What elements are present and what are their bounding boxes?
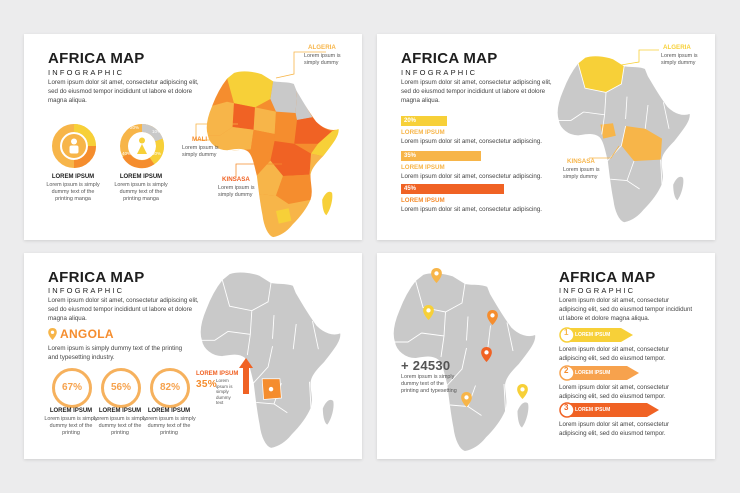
intro-paragraph: Lorem ipsum dolor sit amet, consectetur adipiscing elit, sed do eiusmod tempor incididunt ut labore et dolore magna aliqua. [401,79,552,105]
callout-text: Lorem ipsum is simply dummy [304,53,341,67]
callout-label-algeria: ALGERIA [308,44,336,51]
callout-label-kinsasa: KINSASA [222,176,250,183]
stat-label: LOREM IPSUM [119,174,163,180]
panel-title: AFRICA MAP [401,50,498,67]
bar-label: LOREM IPSUM [401,164,445,171]
slice-label: 30% [152,151,162,156]
ring-label: LOREM IPSUM [98,408,142,414]
step-number: 3 [564,403,569,412]
big-number-text: Lorem ipsum is simply dummy text of the printing and typesetting [401,374,457,395]
slice-label: 10% [152,129,162,134]
panel-subtitle: INFOGRAPHIC [48,286,125,295]
panel-title: AFRICA MAP [48,269,145,286]
slice-label: 40% [122,151,132,156]
location-pin-icon [481,347,492,362]
ring-value: 56% [110,382,131,393]
callout-text: Lorem ipsum is simply dummy [218,185,255,199]
step-number: 2 [564,366,569,375]
step-label: LOREM IPSUM [575,370,611,376]
intro-paragraph: Lorem ipsum dolor sit amet, consectetur adipiscing elit, sed do eiusmod tempor incididunt ut labore et dolore magna aliqua. [48,297,199,323]
africa-map [200,269,348,453]
infographic-panel-1 [24,34,362,240]
bar-desc: Lorem ipsum dolor sit amet, consectetur adipiscing. [401,206,543,213]
step-label: LOREM IPSUM [575,407,611,413]
bar-label: LOREM IPSUM [401,129,445,136]
up-arrow-icon [239,358,253,394]
step-text: Lorem ipsum dolor sit amet, consectetur adipiscing elit, sed do eiusmod tempor. [559,384,670,401]
callout-label-mali: MALI [192,136,208,143]
slice-label: 20% [130,125,140,130]
person-icon [68,138,80,154]
step-label: LOREM IPSUM [575,332,611,338]
callout-text: Lorem ipsum is simply dummy [182,145,219,159]
callout-text: Lorem ipsum is simply dummy [563,167,600,181]
stat-label: LOREM IPSUM [51,174,95,180]
panel-title: AFRICA MAP [48,50,145,67]
step-text: Lorem ipsum dolor sit amet, consectetur adipiscing elit, sed do eiusmod tempor. [559,346,670,363]
woman-icon [136,137,148,155]
location-pin-icon [517,384,528,399]
panel-subtitle: INFOGRAPHIC [48,68,125,77]
callout-label-algeria: ALGERIA [663,44,691,51]
ring-label: LOREM IPSUM [49,408,93,414]
ring-value: 67% [61,382,82,393]
panel-subtitle: INFOGRAPHIC [559,286,636,295]
bar-desc: Lorem ipsum dolor sit amet, consectetur adipiscing. [401,138,543,145]
stat-text: Lorem ipsum is simply dummy text of the printing manga [114,182,168,203]
location-pin-icon [423,305,434,320]
intro-paragraph: Lorem ipsum dolor sit amet, consectetur adipiscing elit, sed do eiusmod tempor incididunt ut labore et dolore magna aliqua. [48,79,199,105]
country-text: Lorem ipsum is simply dummy text of the printing and typesetting industry. [48,345,183,362]
infographic-panel-2 [377,34,715,240]
bar-label: LOREM IPSUM [401,197,445,204]
percent-ring [52,368,92,408]
location-pin-icon [487,310,498,325]
callout-label-kinsasa: KINSASA [567,158,595,165]
location-pin-icon [48,328,57,340]
panel-title: AFRICA MAP [559,269,656,286]
location-pin-icon [431,268,442,283]
bar-desc: Lorem ipsum dolor sit amet, consectetur adipiscing. [401,173,543,180]
intro-paragraph: Lorem ipsum dolor sit amet, consectetur adipiscing elit, sed do eiusmod tempor incididunt ut labore et dolore magna aliqua. [559,297,693,323]
bar-value: 35% [404,152,417,159]
ring-value: 82% [159,382,180,393]
percent-ring [101,368,141,408]
infographic-panel-3 [24,253,362,459]
callout-text: Lorem ipsum is simply dummy text [216,378,233,405]
ring-text: Lorem ipsum is simply dummy text of the printing [142,416,196,437]
bar-value: 20% [404,117,417,124]
ring-text: Lorem ipsum is simply dummy text of the printing [44,416,98,437]
big-number: + 24530 [401,358,451,373]
country-name: ANGOLA [60,327,114,341]
ring-label: LOREM IPSUM [147,408,191,414]
ring-text: Lorem ipsum is simply dummy text of the printing [93,416,147,437]
callout-text: Lorem ipsum is simply dummy [661,53,698,67]
step-number: 1 [564,328,569,337]
stat-text: Lorem ipsum is simply dummy text of the printing manga [46,182,100,203]
panel-subtitle: INFOGRAPHIC [401,68,478,77]
callout-value: 35% [196,379,217,390]
bar-value: 45% [404,185,417,192]
infographic-panel-4 [377,253,715,459]
step-text: Lorem ipsum dolor sit amet, consectetur adipiscing elit, sed do eiusmod tempor. [559,421,670,438]
callout-label: LOREM IPSUM [196,371,239,377]
percent-ring [150,368,190,408]
